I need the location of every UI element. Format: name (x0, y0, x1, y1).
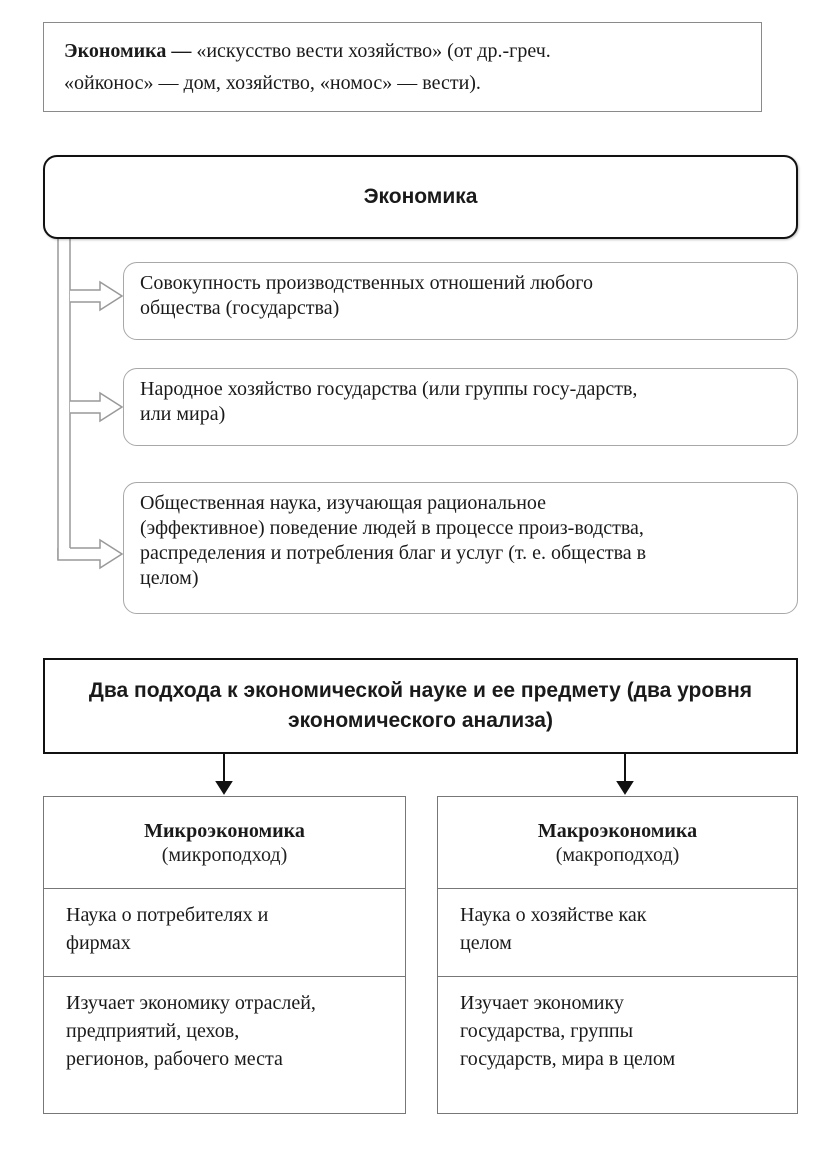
definition-box (43, 22, 762, 112)
meaning-2-line1: Народное хозяйство государства (или группы госу-дарств, (140, 378, 638, 400)
macro-cell-2-line2: государства, группы (460, 1020, 634, 1042)
approaches-title: Два подхода к экономической науке и ее предмету (два уровня экономического анализа) (88, 679, 753, 732)
micro-cell-2-line1: Изучает экономику отраслей, (66, 992, 316, 1014)
definition-text-line2: «ойконос» — дом, хозяйство, «номос» — вести). (64, 72, 481, 94)
micro-cell-1-line1: Наука о потребителях и (66, 904, 269, 926)
definition-text-line1: «искусство вести хозяйство» (от др.-греч. (191, 40, 551, 62)
meaning-3-line3: распределения и потребления благ и услуг (т. е. общества в (140, 542, 647, 564)
hollow-arrow-1 (70, 282, 122, 310)
macro-cell-1-line1: Наука о хозяйстве как (460, 904, 647, 926)
meaning-3-line1: Общественная наука, изучающая рациональное (140, 492, 547, 514)
micro-cell-1-line2: фирмах (66, 932, 131, 954)
macro-cell-1 (438, 889, 797, 977)
micro-subtitle: (микроподход) (161, 844, 288, 866)
macro-cell-1-line2: целом (460, 932, 512, 954)
economics-title-box (43, 155, 798, 239)
meaning-2-line2: или мира) (140, 403, 226, 425)
macro-title: Макроэкономика (537, 820, 698, 842)
micro-header (44, 797, 405, 889)
hollow-arrow-3 (58, 540, 122, 568)
micro-cell-1 (44, 889, 405, 977)
macro-cell-2 (438, 977, 797, 1083)
meaning-box-2 (123, 368, 798, 446)
micro-cell-2-line2: предприятий, цехов, (66, 1020, 240, 1042)
meaning-1-line2: общества (государства) (140, 297, 340, 319)
macro-cell-2-line1: Изучает экономику (460, 992, 624, 1014)
micro-title: Микроэкономика (144, 820, 305, 842)
meaning-1-line1: Совокупность производственных отношений любого (140, 272, 593, 294)
macroeconomics-column (437, 796, 798, 1114)
hollow-arrow-2 (70, 393, 122, 421)
microeconomics-column (43, 796, 406, 1114)
meaning-3-line2: (эффективное) поведение людей в процессе произ-водства, (140, 517, 644, 539)
macro-cell-2-line3: государств, мира в целом (460, 1048, 676, 1070)
macro-subtitle: (макроподход) (555, 844, 680, 866)
economics-title: Экономика (363, 185, 478, 208)
meaning-box-1 (123, 262, 798, 340)
definition-term: Экономика — (64, 40, 192, 62)
macro-header (438, 797, 797, 889)
arrow-to-micro (217, 754, 231, 793)
micro-cell-2 (44, 977, 405, 1083)
meaning-box-3 (123, 482, 798, 614)
arrow-to-macro (618, 754, 632, 793)
meaning-3-line4: целом) (140, 567, 199, 589)
approaches-title-box (43, 658, 798, 754)
micro-cell-2-line3: регионов, рабочего места (66, 1048, 283, 1070)
